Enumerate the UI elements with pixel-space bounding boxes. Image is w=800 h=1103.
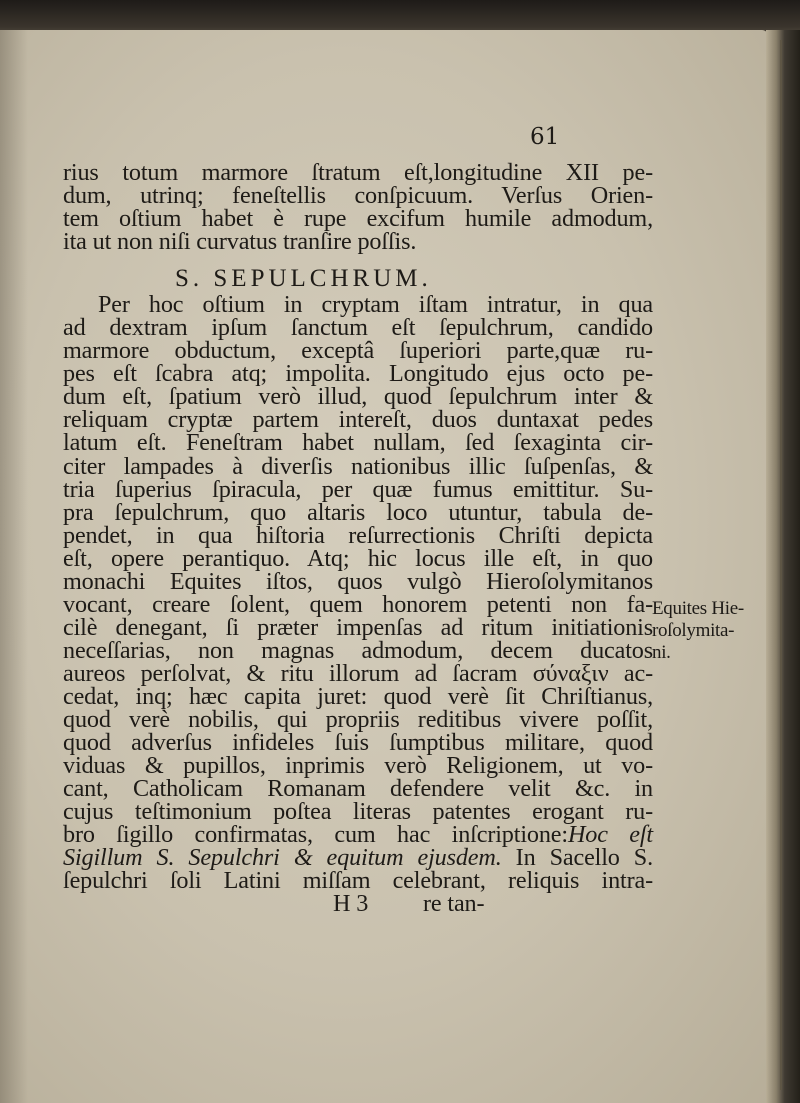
- italic-inscription: Hoc eſt: [567, 821, 653, 849]
- section-heading: S. SEPULCHRUM.: [175, 265, 432, 293]
- signature-mark: H 3: [333, 890, 369, 918]
- text-line: pra ſepulchrum, quo altaris loco utuntur, tabula de-: [63, 498, 653, 526]
- text-line: monachi Equites iſtos, quos vulgò Hieroſolymitanos: [63, 567, 653, 595]
- text-line: ſepulchri ſoli Latini miſſam celebrant, reliquis intra-: [63, 867, 653, 895]
- paper-left-shading: [0, 30, 28, 1103]
- text-line: aureos perſolvat, & ritu illorum ad ſacram σύναξιν ac-: [63, 659, 653, 687]
- text-line: cilè denegant, ſi præter impenſas ad ritum initiationis: [63, 613, 653, 641]
- text-line: cujus teſtimonium poſtea literas patentes erogant ru-: [63, 798, 653, 826]
- text-line: [63, 821, 653, 849]
- signature-row: [63, 890, 653, 918]
- text-line: eſt, opere perantiquo. Atq; hic locus ille eſt, in quo: [63, 544, 653, 572]
- margin-note: [652, 598, 800, 664]
- text-line: cant, Catholicam Romanam defendere velit &c. in: [63, 775, 653, 803]
- text-line: marmore obductum, exceptâ ſuperiori parte,quæ ru-: [63, 337, 653, 365]
- text-line: dum eſt, ſpatium verò illud, quod ſepulchrum inter &: [63, 383, 653, 411]
- page-number: 61: [530, 124, 560, 150]
- text-line: vocant, creare ſolent, quem honorem petenti non fa-: [63, 590, 653, 618]
- text-line: [63, 844, 653, 872]
- book-spine: [766, 30, 800, 1103]
- text-line: ita ut non niſi curvatus tranſire poſſis.: [63, 228, 417, 256]
- text-line: neceſſarias, non magnas admodum, decem ducatos: [63, 636, 653, 664]
- text-line: viduas & pupillos, inprimis verò Religionem, ut vo-: [63, 752, 653, 780]
- text-segment: In Sacello S.: [501, 844, 653, 872]
- text-line: reliquam cryptæ partem intereſt, duos duntaxat pedes: [63, 406, 653, 434]
- text-line: pes eſt ſcabra atq; impolita. Longitudo ejus octo pe-: [63, 360, 653, 388]
- text-line: rius totum marmore ſtratum eſt,longitudine XII pe-: [63, 159, 653, 186]
- text-line: quod adverſus infideles ſuis ſumptibus militare, quod: [63, 729, 653, 757]
- spine-crease: [780, 40, 782, 1090]
- text-line: quod verè nobilis, qui propriis reditibus vivere poſſit,: [63, 706, 653, 734]
- text-line: ad dextram ipſum ſanctum eſt ſepulchrum, candido: [63, 314, 653, 342]
- italic-inscription: Sigillum S. Sepulchri & equitum ejusdem.: [63, 844, 502, 872]
- text-line: tem oſtium habet è rupe excifum humile admodum,: [63, 205, 653, 233]
- body-text: [63, 124, 653, 918]
- text-segment: bro ſigillo confirmatas, cum hac inſcriptione:: [63, 821, 568, 849]
- text-line: citer lampades à diverſis nationibus illic ſuſpenſas, &: [63, 452, 653, 480]
- text-line: Per hoc oſtium in cryptam iſtam intratur, in qua: [98, 291, 653, 319]
- text-line: dum, utrinq; feneſtellis conſpicuum. Verſus Orien-: [63, 182, 653, 210]
- text-line: cedat, inq; hæc capita juret: quod verè ſit Chriſtianus,: [63, 682, 653, 710]
- text-line: latum eſt. Feneſtram habet nullam, ſed ſexaginta cir-: [63, 429, 653, 457]
- text-line: tria ſuperius ſpiracula, per quæ fumus emittitur. Su-: [63, 475, 653, 503]
- margin-note-line: ni.: [652, 642, 671, 663]
- catchword: re tan-: [423, 890, 485, 918]
- margin-note-line: roſolymita-: [652, 620, 735, 641]
- margin-note-line: Equites Hie-: [652, 598, 744, 619]
- text-line: pendet, in qua hiſtoria reſurrectionis Chriſti depicta: [63, 521, 653, 549]
